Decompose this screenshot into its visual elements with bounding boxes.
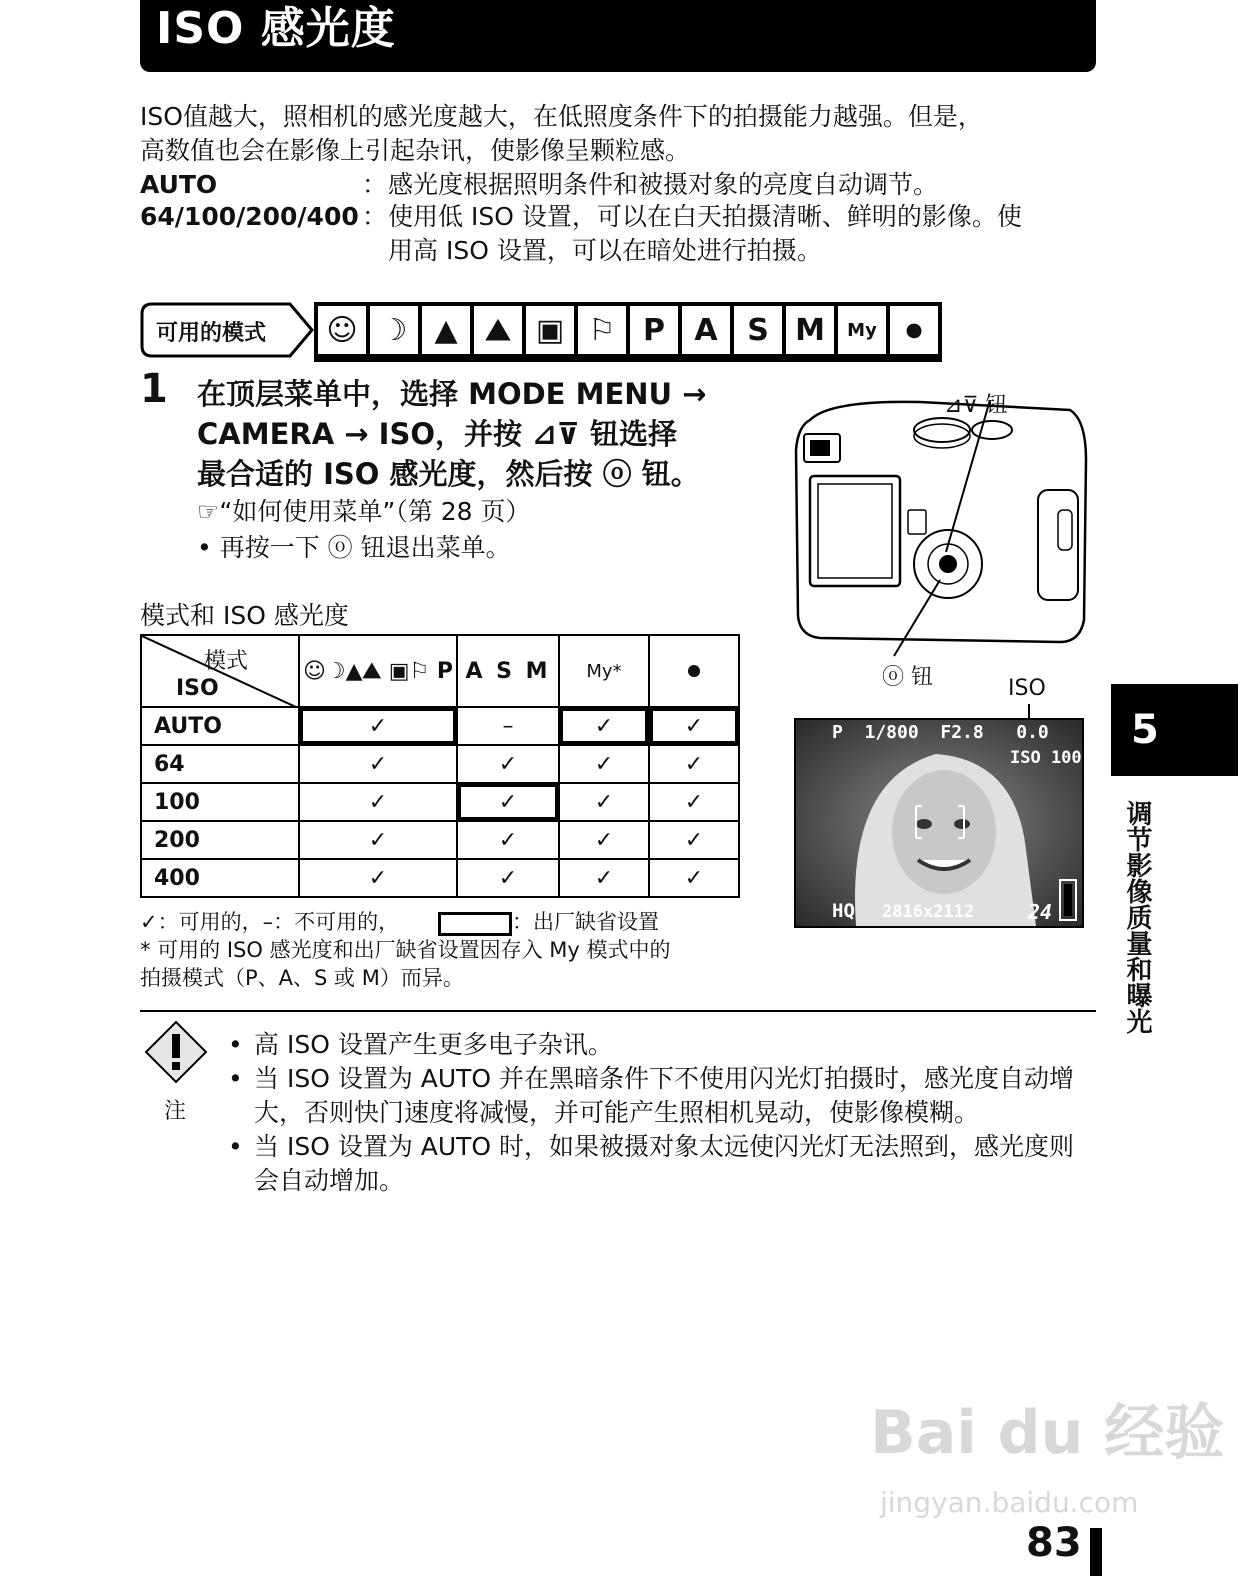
table-row [141, 821, 739, 859]
mode-portrait-icon: ☺ [317, 305, 367, 355]
table-row [141, 707, 739, 745]
chapter-number: 5 [1111, 684, 1238, 776]
table-cell: ✓ [299, 745, 457, 783]
page-number-bar [1090, 1528, 1102, 1576]
table-row [141, 745, 739, 783]
table-cell: ✓ [559, 707, 649, 745]
legend-line-1b: ：出厂缺省设置 [512, 910, 659, 934]
note-item: • 当 ISO 设置为 AUTO 并在黑暗条件下不使用闪光灯拍摄时，感光度自动增大，否则快门速度将减慢，并可能产生照相机晃动，使影像模糊。 [228, 1062, 1098, 1130]
watermark-url: jingyan.baidu.com [880, 1486, 1139, 1519]
table-corner [141, 635, 299, 707]
lcd-exposure-info: P 1/800 F2.8 0.0 [832, 722, 1049, 743]
mode-s: S [733, 305, 783, 355]
mode-night-icon: ☽ [369, 305, 419, 355]
step-line-3: 最合适的 ISO 感光度，然后按 ⓞ 钮。 [197, 457, 700, 491]
mode-sport-icon: ⚐ [577, 305, 627, 355]
table-cell: – [457, 707, 559, 745]
note-item: • 当 ISO 设置为 AUTO 时，如果被摄对象太远使闪光灯无法照到，感光度则会自动增加。 [228, 1130, 1098, 1198]
table-cell: ✓ [299, 707, 457, 745]
step-line-1: 在顶层菜单中，选择 MODE MENU → [197, 377, 707, 411]
col-header-asm: A S M [457, 635, 559, 707]
mode-landscape-portrait-icon: ⛰ [473, 305, 523, 355]
table-cell: ✓ [649, 745, 739, 783]
lcd-iso-value: ISO 100 [1010, 748, 1082, 768]
mode-movie-icon: ⏺ [889, 305, 939, 355]
page-title: ISO 感光度 [156, 3, 396, 54]
chapter-title: 调节影像质量和曝光 [1122, 800, 1152, 1034]
def-desc-auto: 感光度根据照明条件和被摄对象的亮度自动调节。 [388, 170, 939, 199]
row-label-200: 200 [141, 821, 299, 859]
lcd-image-size: 2816x2112 [882, 902, 975, 922]
table-row [141, 859, 739, 897]
lcd-quality: HQ [832, 900, 855, 922]
def-desc-values-2: 用高 ISO 设置，可以在暗处进行拍摄。 [388, 236, 822, 265]
step-number: 1 [140, 366, 168, 412]
row-label-auto: AUTO [141, 707, 299, 745]
col-header-movie: ⏺ [649, 635, 739, 707]
modes-label: 可用的模式 [156, 321, 267, 346]
legend-line-1a: ✓：可用的，–：不可用的， [140, 910, 400, 934]
divider [140, 1010, 1096, 1012]
def-term-auto: AUTO [140, 170, 218, 199]
table-cell: ✓ [559, 783, 649, 821]
row-label-400: 400 [141, 859, 299, 897]
mode-m: M [785, 305, 835, 355]
step-reference: ☞“如何使用菜单”（第 28 页） [197, 497, 531, 526]
camera-illustration [790, 380, 1090, 710]
step-bullet: • 再按一下 ⓞ 钮退出菜单。 [197, 533, 511, 562]
corner-mode-label: 模式 [204, 649, 249, 674]
note-label: 注 [164, 1099, 187, 1124]
table-cell: ✓ [457, 821, 559, 859]
ok-button-label: ⓞ 钮 [882, 665, 933, 690]
def-desc-values-1: 使用低 ISO 设置，可以在白天拍摄清晰、鲜明的影像。使 [388, 202, 1022, 231]
row-label-64: 64 [141, 745, 299, 783]
table-cell: ✓ [649, 707, 739, 745]
iso-label: ISO [1008, 676, 1046, 701]
table-row [141, 783, 739, 821]
step-line-2: CAMERA → ISO，并按 ⊿⊽ 钮选择 [197, 417, 678, 451]
table-cell: ✓ [649, 859, 739, 897]
mode-self-portrait-icon: ▣ [525, 305, 575, 355]
col-header-my: My* [559, 635, 649, 707]
table-cell: ✓ [299, 859, 457, 897]
table-cell: ✓ [299, 821, 457, 859]
note-item: • 高 ISO 设置产生更多电子杂讯。 [228, 1028, 1098, 1062]
iso-mode-table [140, 634, 740, 898]
table-cell: ✓ [457, 859, 559, 897]
col-header-scene-modes: ☺☽▲⛰ ▣⚐ P [299, 635, 457, 707]
intro-line-2: 高数值也会在影像上引起杂讯，使影像呈颗粒感。 [140, 136, 691, 165]
note-list [228, 1028, 1098, 1198]
def-sep: ： [362, 170, 388, 199]
mode-my-icon: My [837, 305, 887, 355]
mode-a: A [681, 305, 731, 355]
corner-iso-label: ISO [176, 676, 219, 701]
table-cell: ✓ [649, 783, 739, 821]
table-cell: ✓ [299, 783, 457, 821]
def-term-values: 64/100/200/400 [140, 202, 359, 231]
row-label-100: 100 [141, 783, 299, 821]
def-sep: ： [362, 202, 388, 231]
lcd-preview [794, 718, 1084, 928]
table-cell: ✓ [559, 745, 649, 783]
page-number: 83 [1026, 1520, 1082, 1566]
legend-line-3: 拍摄模式（P、A、S 或 M）而异。 [140, 966, 464, 990]
table-cell: ✓ [559, 859, 649, 897]
legend-line-2: * 可用的 ISO 感光度和出厂缺省设置因存入 My 模式中的 [140, 938, 671, 962]
table-cell: ✓ [457, 745, 559, 783]
mode-p: P [629, 305, 679, 355]
lcd-remaining: 24 [1028, 900, 1053, 924]
modes-row [314, 302, 942, 362]
table-caption: 模式和 ISO 感光度 [140, 601, 349, 630]
warning-icon [144, 1020, 208, 1084]
updown-button-label: ⊿⊽ 钮 [944, 393, 1008, 418]
default-setting-box-icon [438, 912, 512, 936]
watermark-logo: Bai du 经验 [870, 1398, 1225, 1468]
table-cell: ✓ [457, 783, 559, 821]
intro-line-1: ISO值越大，照相机的感光度越大，在低照度条件下的拍摄能力越强。但是， [140, 102, 983, 131]
table-cell: ✓ [559, 821, 649, 859]
mode-landscape-icon: ▲ [421, 305, 471, 355]
table-cell: ✓ [649, 821, 739, 859]
